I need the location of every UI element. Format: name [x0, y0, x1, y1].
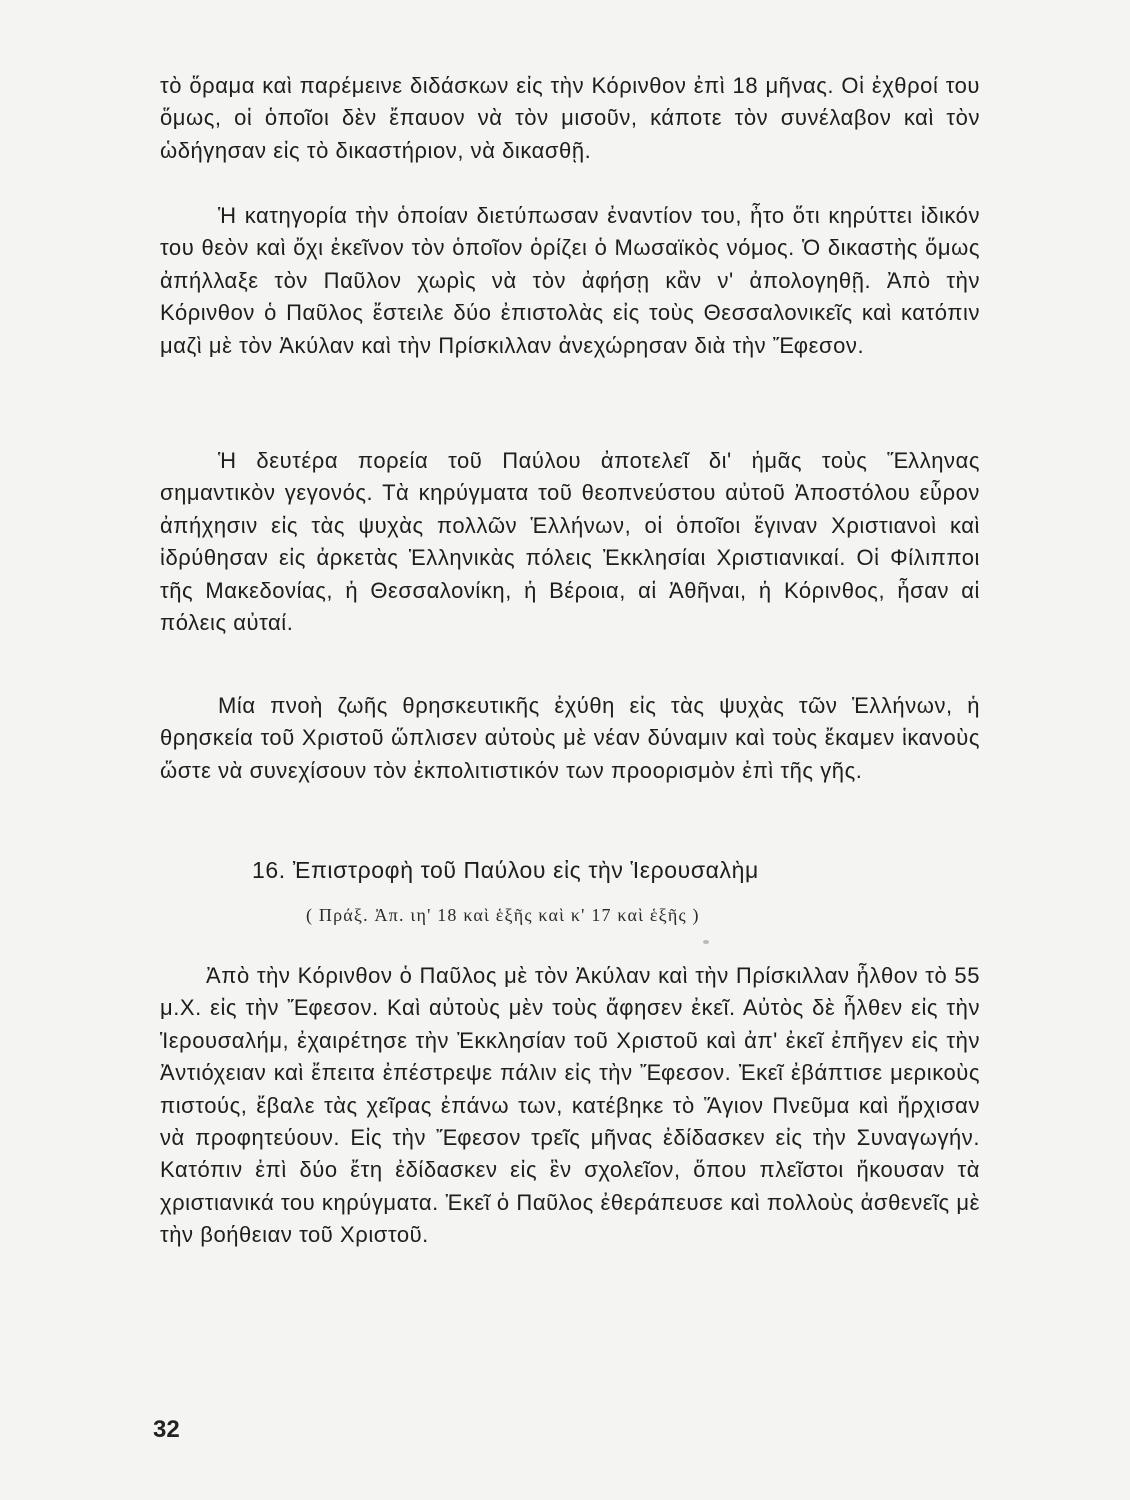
scripture-reference: ( Πράξ. Ἀπ. ιη' 18 καὶ ἑξῆς καὶ κ' 17 καὶ ἑξῆς ): [306, 905, 700, 925]
paragraph-2: Ἡ κατηγορία τὴν ὁποίαν διετύπωσαν ἐναντίον του, ἦτο ὅτι κηρύττει ἰδικόν του θεὸν καὶ ὄχι ἐκεῖνον τὸν ὁποῖον ὁρίζει ὁ Μωσαϊκὸς νόμος. Ὁ δικαστὴς ὅμως ἀπήλλαξε τὸν Παῦλον χωρὶς νὰ τὸν ἀφήσῃ κἂν ν' ἀπολογηθῇ. Ἀπὸ τὴν Κόρινθον ὁ Παῦλος ἔστειλε δύο ἐπιστολὰς εἰς τοὺς Θεσσαλονικεῖς καὶ κατόπιν μαζὶ μὲ τὸν Ἀκύλαν καὶ τὴν Πρίσκιλλαν ἀνεχώρησαν διὰ τὴν Ἔφεσον.: [160, 203, 980, 358]
page-number: 32: [153, 1416, 180, 1443]
paragraph-1: τὸ ὅραμα καὶ παρέμεινε διδάσκων εἰς τὴν Κόρινθον ἐπὶ 18 μῆνας. Οἱ ἐχθροί του ὅμως, οἱ ὁποῖοι δὲν ἔπαυον νὰ τὸν μισοῦν, κάποτε τὸν συνέλαβον καὶ τὸν ὡδήγησαν εἰς τὸ δικαστήριον, νὰ δικασθῇ.: [160, 73, 980, 163]
section-heading: 16. Ἐπιστροφὴ τοῦ Παύλου εἰς τὴν Ἱερουσαλὴμ: [252, 857, 759, 883]
paragraph-4: Μία πνοὴ ζωῆς θρησκευτικῆς ἐχύθη εἰς τὰς ψυχὰς τῶν Ἑλλήνων, ἡ θρησκεία τοῦ Χριστοῦ ὥπλισεν αὐτοὺς μὲ νέαν δύναμιν καὶ τοὺς ἔκαμεν ἱκανοὺς ὥστε νὰ συνεχίσουν τὸν ἐκπολιτιστικόν των προορισμὸν ἐπὶ τῆς γῆς.: [160, 693, 980, 783]
paragraph-5: Ἀπὸ τὴν Κόρινθον ὁ Παῦλος μὲ τὸν Ἀκύλαν καὶ τὴν Πρίσκιλλαν ἦλθον τὸ 55 μ.Χ. εἰς τὴν Ἔφεσον. Καὶ αὐτοὺς μὲν τοὺς ἄφησεν ἐκεῖ. Αὐτὸς δὲ ἦλθεν εἰς τὴν Ἱερουσαλήμ, ἐχαιρέτησε τὴν Ἐκκλησίαν τοῦ Χριστοῦ καὶ ἀπ' ἐκεῖ ἐπῆγεν εἰς τὴν Ἀντιόχειαν καὶ ἔπειτα ἐπέστρεψε πάλιν εἰς τὴν Ἔφεσον. Ἐκεῖ ἐβάπτισε μερικοὺς πιστούς, ἔβαλε τὰς χεῖρας ἐπάνω των, κατέβηκε τὸ Ἅγιον Πνεῦμα καὶ ἤρχισαν νὰ προφητεύουν. Εἰς τὴν Ἔφεσον τρεῖς μῆνας ἐδίδασκεν εἰς τὴν Συναγωγήν. Κατόπιν ἐπὶ δύο ἔτη ἐδίδασκεν εἰς ἓν σχολεῖον, ὅπου πλεῖστοι ἤκουσαν τὰ χριστιανικά του κηρύγματα. Ἐκεῖ ὁ Παῦλος ἐθεράπευσε καὶ πολλοὺς ἀσθενεῖς μὲ τὴν βοήθειαν τοῦ Χριστοῦ.: [160, 963, 980, 1248]
paragraph-3: Ἡ δευτέρα πορεία τοῦ Παύλου ἀποτελεῖ δι' ἡμᾶς τοὺς Ἕλληνας σημαντικὸν γεγονός. Τὰ κηρύγματα τοῦ θεοπνεύστου αὐτοῦ Ἀποστόλου εὗρον ἀπήχησιν εἰς τὰς ψυχὰς πολλῶν Ἑλλήνων, οἱ ὁποῖοι ἔγιναν Χριστιανοὶ καὶ ἱδρύθησαν εἰς ἀρκετὰς Ἑλληνικὰς πόλεις Ἐκκλησίαι Χριστιανικαί. Οἱ Φίλιπποι τῆς Μακεδονίας, ἡ Θεσσαλονίκη, ἡ Βέροια, αἱ Ἀθῆναι, ἡ Κόρινθος, ἦσαν αἱ πόλεις αὐταί.: [160, 448, 980, 636]
print-speck: [703, 940, 709, 944]
